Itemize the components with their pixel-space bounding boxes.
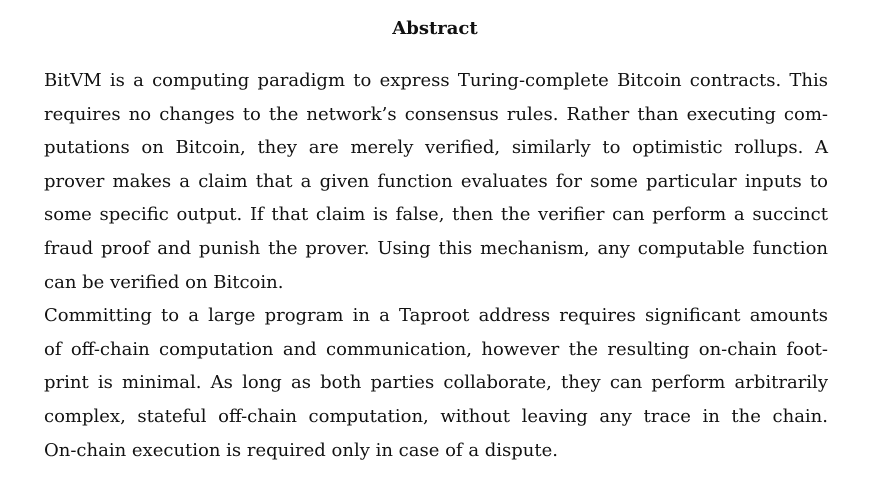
text-line: requires no changes to the network’s consensus rules. Rather than executing com- [44,103,828,125]
text-line: can be verified on Bitcoin. [44,271,284,293]
abstract-body [44,64,828,467]
text-line: prover makes a claim that a given function evaluates for some particular inputs to [44,170,828,192]
text-line: putations on Bitcoin, they are merely verified, similarly to optimistic rollups. A [44,137,828,159]
text-line: On-chain execution is required only in case of a dispute. [44,439,559,461]
text-line: BitVM is a computing paradigm to express Turing-complete Bitcoin contracts. This [44,70,828,91]
text-line: print is minimal. As long as both parties collaborate, they can perform arbitrarily [44,372,828,394]
abstract-paragraph-2 [44,299,828,467]
text-line: fraud proof and punish the prover. Using this mechanism, any computable function [44,237,828,259]
text-line: Committing to a large program in a Taproot address requires significant amounts [44,305,828,327]
text-line: some specific output. If that claim is false, then the verifier can perform a succinct [44,204,828,226]
abstract-paragraph-1 [44,64,828,299]
abstract-heading: Abstract [392,18,478,39]
text-line: of off-chain computation and communication, however the resulting on-chain foot- [44,338,828,360]
text-line: complex, stateful off-chain computation, without leaving any trace in the chain. [44,405,828,427]
